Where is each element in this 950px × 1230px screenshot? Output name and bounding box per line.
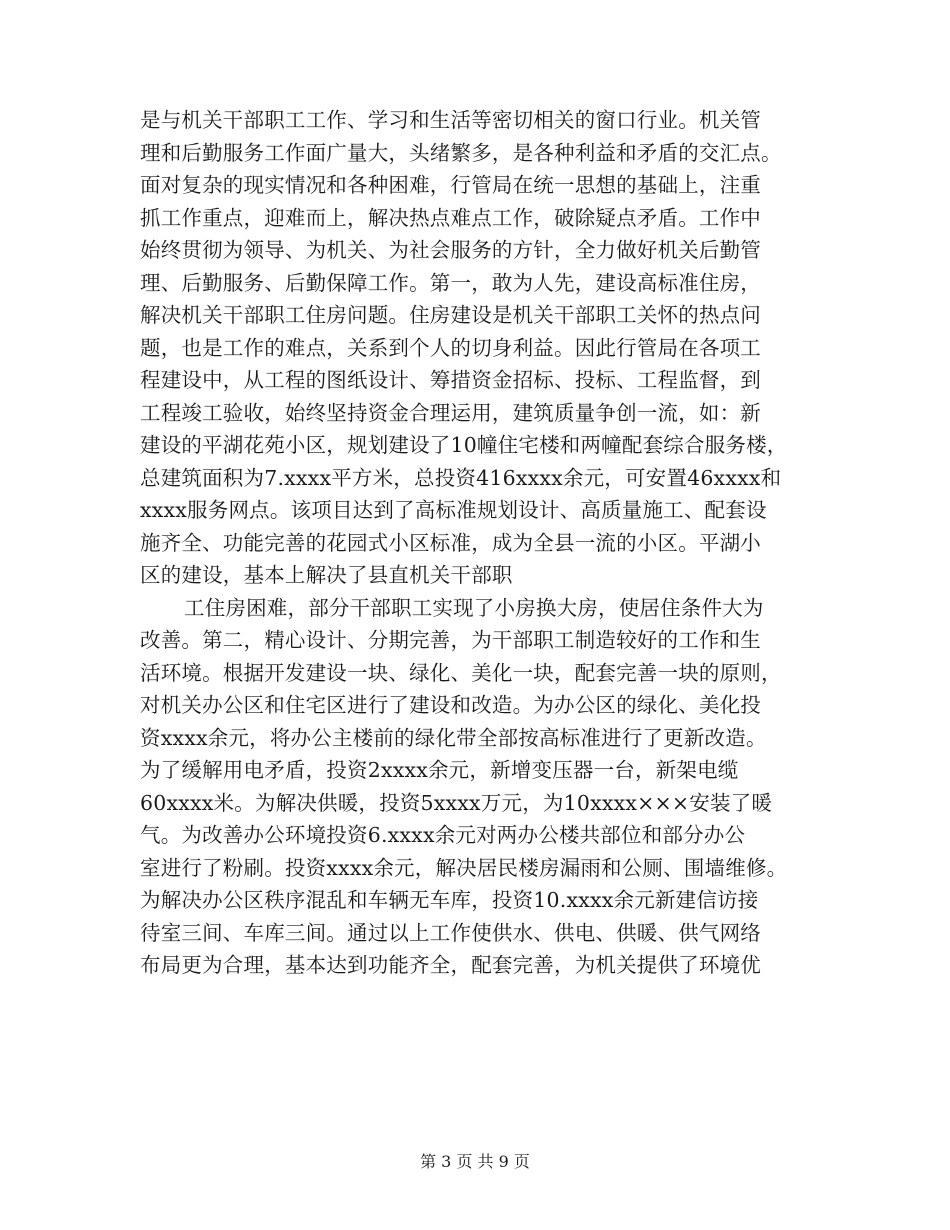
text-line: 理、后勤服务、后勤保障工作。第一，敢为人先，建设高标准住房， — [140, 270, 761, 295]
text-line: 题，也是工作的难点，关系到个人的切身利益。因此行管局在各项工 — [140, 335, 761, 360]
text-line: 抓工作重点，迎难而上，解决热点难点工作，破除疑点矛盾。工作中 — [140, 205, 761, 230]
text-line: 解决机关干部职工住房问题。住房建设是机关干部职工关怀的热点问 — [140, 303, 761, 327]
text-line: 改善。第二，精心设计、分期完善，为干部职工制造较好的工作和生 — [140, 628, 761, 652]
text-line: 活环境。根据开发建设一块、绿化、美化一块，配套完善一块的原则， — [140, 660, 782, 685]
text-line: 为解决办公区秩序混乱和车辆无车库，投资10.xxxx余元新建信访接 — [140, 888, 759, 912]
text-line: 布局更为合理，基本达到功能齐全，配套完善，为机关提供了环境优 — [140, 953, 761, 977]
paragraph-start-line: 工住房困难，部分干部职工实现了小房换大房，使居住条件大为 — [184, 595, 764, 620]
text-line: 是与机关干部职工工作、学习和生活等密切相关的窗口行业。机关管 — [140, 108, 761, 132]
text-line: 理和后勤服务工作面广量大，头绪繁多，是各种利益和矛盾的交汇点。 — [140, 140, 782, 165]
text-line: 气。为改善办公环境投资6.xxxx余元对两办公楼共部位和部分办公 — [140, 823, 746, 847]
text-line: 对机关办公区和住宅区进行了建设和改造。为办公区的绿化、美化投 — [140, 693, 761, 717]
text-line: 室进行了粉刷。投资xxxx余元，解决居民楼房漏雨和公厕、围墙维修。 — [140, 855, 788, 880]
body-text — [140, 104, 840, 982]
page-number-footer: 第 3 页 共 9 页 — [420, 1152, 530, 1171]
text-line: xxxx服务网点。该项目达到了高标准规划设计、高质量施工、配套设 — [140, 498, 767, 522]
text-line: 为了缓解用电矛盾，投资2xxxx余元，新增变压器一台，新架电缆 — [140, 758, 739, 782]
text-line: 60xxxx米。为解决供暖，投资5xxxx万元，为10xxxx×××安装了暖 — [140, 790, 773, 815]
text-line: 建设的平湖花苑小区，规划建设了10幢住宅楼和两幢配套综合服务楼， — [140, 433, 788, 457]
text-line: 面对复杂的现实情况和各种困难，行管局在统一思想的基础上，注重 — [140, 173, 761, 197]
text-line: 程建设中，从工程的图纸设计、筹措资金招标、投标、工程监督，到 — [140, 368, 761, 392]
text-line: 工程竣工验收，始终坚持资金合理运用，建筑质量争创一流，如：新 — [140, 400, 761, 425]
text-line: 始终贯彻为领导、为机关、为社会服务的方针，全力做好机关后勤管 — [140, 238, 761, 262]
text-line: 待室三间、车库三间。通过以上工作使供水、供电、供暖、供气网络 — [140, 920, 761, 945]
text-line: 施齐全、功能完善的花园式小区标准，成为全县一流的小区。平湖小 — [140, 530, 761, 555]
text-line: 资xxxx余元，将办公主楼前的绿化带全部按高标准进行了更新改造。 — [140, 725, 767, 750]
text-line: 总建筑面积为7.xxxx平方米，总投资416xxxx余元，可安置46xxxx和 — [140, 465, 782, 490]
text-line: 区的建设，基本上解决了县直机关干部职 — [140, 563, 513, 587]
